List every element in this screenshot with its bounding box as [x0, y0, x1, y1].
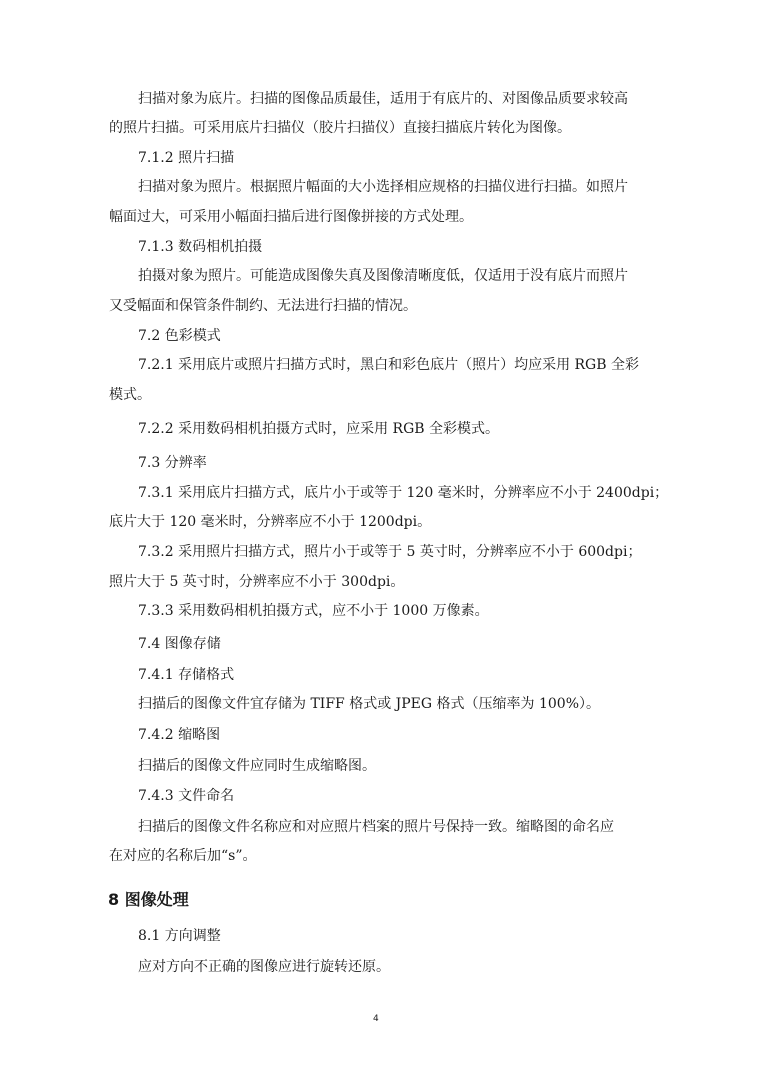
paragraph-line: 7.3.2 采用照片扫描方式，照片小于或等于 5 英寸时，分辨率应不小于 600dpi；	[138, 544, 642, 560]
page-number: 4	[373, 1014, 379, 1024]
paragraph-line: 又受幅面和保管条件制约、无法进行扫描的情况。	[109, 298, 417, 314]
subsection-heading: 7.3 分辨率	[138, 455, 207, 471]
paragraph-line: 模式。	[109, 387, 151, 403]
paragraph-line: 扫描后的图像文件宜存储为 TIFF 格式或 JPEG 格式（压缩率为 100%）。	[138, 696, 601, 712]
paragraph-line: 7.3.3 采用数码相机拍摄方式，应不小于 1000 万像素。	[138, 603, 489, 619]
paragraph-line: 照片大于 5 英寸时，分辨率应不小于 300dpi。	[109, 574, 405, 590]
subsection-heading: 7.4 图像存储	[138, 636, 221, 652]
section-title: 8 图像处理	[108, 890, 189, 909]
paragraph-line: 拍摄对象为照片。可能造成图像失真及图像清晰度低，仅适用于没有底片而照片	[138, 268, 628, 284]
subsection-heading: 7.1.3 数码相机拍摄	[138, 239, 263, 255]
paragraph-line: 在对应的名称后加“s”。	[109, 848, 257, 864]
paragraph-line: 7.2.2 采用数码相机拍摄方式时，应采用 RGB 全彩模式。	[138, 421, 499, 437]
subsection-heading: 8.1 方向调整	[138, 928, 221, 944]
paragraph-line: 扫描后的图像文件应同时生成缩略图。	[138, 758, 376, 774]
paragraph-line: 7.2.1 采用底片或照片扫描方式时，黑白和彩色底片（照片）均应采用 RGB 全彩	[138, 357, 639, 373]
subsection-heading: 7.1.2 照片扫描	[138, 150, 235, 166]
paragraph-line: 扫描对象为照片。根据照片幅面的大小选择相应规格的扫描仪进行扫描。如照片	[138, 179, 628, 195]
subsection-heading: 7.4.2 缩略图	[138, 727, 221, 743]
paragraph-line: 底片大于 120 毫米时，分辨率应不小于 1200dpi。	[109, 514, 432, 530]
paragraph-line: 扫描后的图像文件名称应和对应照片档案的照片号保持一致。缩略图的命名应	[138, 819, 614, 835]
subsection-heading: 7.2 色彩模式	[138, 328, 221, 344]
subsection-heading: 7.4.1 存储格式	[138, 667, 235, 683]
paragraph-line: 扫描对象为底片。扫描的图像品质最佳，适用于有底片的、对图像品质要求较高	[138, 91, 628, 107]
subsection-heading: 7.4.3 文件命名	[138, 788, 235, 804]
paragraph-line: 应对方向不正确的图像应进行旋转还原。	[138, 959, 390, 975]
paragraph-line: 7.3.1 采用底片扫描方式，底片小于或等于 120 毫米时，分辨率应不小于 2400dpi；	[138, 485, 669, 501]
paragraph-line: 的照片扫描。可采用底片扫描仪（胶片扫描仪）直接扫描底片转化为图像。	[109, 120, 571, 136]
paragraph-line: 幅面过大，可采用小幅面扫描后进行图像拼接的方式处理。	[109, 209, 473, 225]
